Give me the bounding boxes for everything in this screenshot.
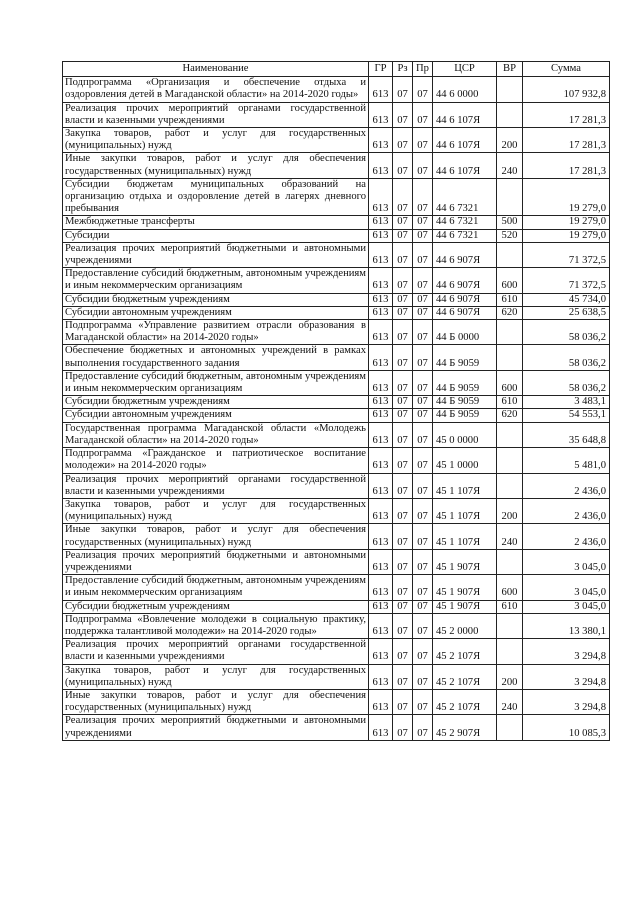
row-sum-cell: 2 436,0 [523, 473, 610, 498]
row-name-cell: Межбюджетные трансферты [63, 216, 369, 229]
table-row [63, 216, 610, 229]
row-rz-cell: 07 [393, 320, 413, 345]
table-row [63, 153, 610, 178]
table-row [63, 715, 610, 740]
row-csr-cell: 44 Б 0000 [433, 320, 497, 345]
row-sum-cell: 58 036,2 [523, 345, 610, 370]
table-row [63, 77, 610, 102]
table-row [63, 178, 610, 216]
row-gr-cell: 613 [369, 409, 393, 422]
row-vr-cell [497, 178, 523, 216]
row-sum-cell: 3 483,1 [523, 396, 610, 409]
row-sum-cell: 13 380,1 [523, 613, 610, 638]
row-name-cell: Реализация прочих мероприятий органами государственной власти и казенными учреждениями [63, 102, 369, 127]
row-sum-cell: 107 932,8 [523, 77, 610, 102]
row-gr-cell: 613 [369, 178, 393, 216]
budget-document [62, 61, 609, 741]
row-gr-cell: 613 [369, 549, 393, 574]
table-row [63, 689, 610, 714]
row-rz-cell: 07 [393, 600, 413, 613]
row-vr-cell: 240 [497, 689, 523, 714]
row-vr-cell: 240 [497, 524, 523, 549]
row-csr-cell: 45 1 107Я [433, 473, 497, 498]
row-rz-cell: 07 [393, 293, 413, 306]
row-sum-cell: 71 372,5 [523, 268, 610, 293]
row-sum-cell: 3 294,8 [523, 689, 610, 714]
row-csr-cell: 44 6 7321 [433, 216, 497, 229]
row-sum-cell: 71 372,5 [523, 242, 610, 267]
row-name-cell: Реализация прочих мероприятий бюджетными и автономными учреждениями [63, 715, 369, 740]
row-gr-cell: 613 [369, 320, 393, 345]
row-pr-cell: 07 [413, 549, 433, 574]
row-vr-cell: 200 [497, 664, 523, 689]
row-name-cell: Иные закупки товаров, работ и услуг для обеспечения государственных (муниципальных) нужд [63, 524, 369, 549]
row-pr-cell: 07 [413, 229, 433, 242]
header-csr: ЦСР [433, 62, 497, 77]
row-vr-cell: 600 [497, 268, 523, 293]
row-pr-cell: 07 [413, 409, 433, 422]
table-row [63, 229, 610, 242]
row-pr-cell: 07 [413, 524, 433, 549]
row-gr-cell: 613 [369, 370, 393, 395]
row-sum-cell: 17 281,3 [523, 128, 610, 153]
row-rz-cell: 07 [393, 613, 413, 638]
row-csr-cell: 45 2 107Я [433, 689, 497, 714]
row-rz-cell: 07 [393, 715, 413, 740]
row-sum-cell: 17 281,3 [523, 153, 610, 178]
header-sum: Сумма [523, 62, 610, 77]
row-rz-cell: 07 [393, 345, 413, 370]
row-sum-cell: 19 279,0 [523, 216, 610, 229]
header-gr: ГР [369, 62, 393, 77]
table-row [63, 268, 610, 293]
table-row [63, 549, 610, 574]
header-vr: ВР [497, 62, 523, 77]
row-rz-cell: 07 [393, 216, 413, 229]
row-pr-cell: 07 [413, 128, 433, 153]
row-vr-cell: 240 [497, 153, 523, 178]
table-row [63, 409, 610, 422]
row-rz-cell: 07 [393, 178, 413, 216]
row-csr-cell: 44 6 107Я [433, 102, 497, 127]
row-vr-cell: 200 [497, 498, 523, 523]
row-vr-cell: 500 [497, 216, 523, 229]
row-gr-cell: 613 [369, 422, 393, 447]
table-row [63, 524, 610, 549]
row-gr-cell: 613 [369, 575, 393, 600]
row-vr-cell: 200 [497, 128, 523, 153]
row-pr-cell: 07 [413, 613, 433, 638]
row-csr-cell: 45 2 0000 [433, 613, 497, 638]
table-row [63, 396, 610, 409]
table-row [63, 345, 610, 370]
row-sum-cell: 3 045,0 [523, 600, 610, 613]
row-pr-cell: 07 [413, 268, 433, 293]
row-pr-cell: 07 [413, 242, 433, 267]
row-gr-cell: 613 [369, 448, 393, 473]
row-csr-cell: 44 6 907Я [433, 293, 497, 306]
row-csr-cell: 45 0 0000 [433, 422, 497, 447]
table-row [63, 498, 610, 523]
row-gr-cell: 613 [369, 345, 393, 370]
row-pr-cell: 07 [413, 216, 433, 229]
row-vr-cell [497, 549, 523, 574]
row-csr-cell: 44 6 0000 [433, 77, 497, 102]
row-csr-cell: 44 Б 9059 [433, 396, 497, 409]
row-gr-cell: 613 [369, 77, 393, 102]
row-gr-cell: 613 [369, 689, 393, 714]
row-csr-cell: 45 1 907Я [433, 600, 497, 613]
row-vr-cell [497, 448, 523, 473]
row-name-cell: Подпрограмма «Вовлечение молодежи в социальную практику, поддержка талантливой молодежи» на 2014-2020 годы» [63, 613, 369, 638]
row-csr-cell: 45 1 0000 [433, 448, 497, 473]
row-name-cell: Субсидии автономным учреждениям [63, 409, 369, 422]
row-gr-cell: 613 [369, 229, 393, 242]
row-sum-cell: 3 045,0 [523, 575, 610, 600]
table-body [63, 77, 610, 741]
row-csr-cell: 44 6 907Я [433, 306, 497, 319]
row-name-cell: Закупка товаров, работ и услуг для государственных (муниципальных) нужд [63, 128, 369, 153]
table-row [63, 306, 610, 319]
row-sum-cell: 5 481,0 [523, 448, 610, 473]
row-rz-cell: 07 [393, 128, 413, 153]
row-rz-cell: 07 [393, 422, 413, 447]
row-csr-cell: 44 Б 9059 [433, 409, 497, 422]
row-rz-cell: 07 [393, 102, 413, 127]
row-name-cell: Подпрограмма «Организация и обеспечение отдыха и оздоровления детей в Магаданской области» на 2014-2020 годы» [63, 77, 369, 102]
row-pr-cell: 07 [413, 293, 433, 306]
row-sum-cell: 58 036,2 [523, 370, 610, 395]
row-pr-cell: 07 [413, 715, 433, 740]
row-sum-cell: 2 436,0 [523, 524, 610, 549]
row-name-cell: Иные закупки товаров, работ и услуг для обеспечения государственных (муниципальных) нужд [63, 689, 369, 714]
row-vr-cell [497, 422, 523, 447]
row-csr-cell: 45 2 107Я [433, 664, 497, 689]
row-name-cell: Реализация прочих мероприятий органами государственной власти и казенными учреждениями [63, 639, 369, 664]
row-gr-cell: 613 [369, 153, 393, 178]
row-rz-cell: 07 [393, 153, 413, 178]
row-rz-cell: 07 [393, 370, 413, 395]
row-name-cell: Субсидии автономным учреждениям [63, 306, 369, 319]
row-pr-cell: 07 [413, 320, 433, 345]
row-rz-cell: 07 [393, 473, 413, 498]
row-vr-cell: 620 [497, 306, 523, 319]
header-name: Наименование [63, 62, 369, 77]
row-vr-cell [497, 613, 523, 638]
row-csr-cell: 44 6 7321 [433, 178, 497, 216]
row-sum-cell: 35 648,8 [523, 422, 610, 447]
row-csr-cell: 44 6 107Я [433, 128, 497, 153]
table-row [63, 370, 610, 395]
row-gr-cell: 613 [369, 128, 393, 153]
row-name-cell: Предоставление субсидий бюджетным, автономным учреждениям и иным некоммерческим организациям [63, 370, 369, 395]
row-sum-cell: 25 638,5 [523, 306, 610, 319]
row-sum-cell: 2 436,0 [523, 498, 610, 523]
row-name-cell: Реализация прочих мероприятий бюджетными и автономными учреждениями [63, 549, 369, 574]
row-pr-cell: 07 [413, 153, 433, 178]
row-gr-cell: 613 [369, 613, 393, 638]
row-rz-cell: 07 [393, 242, 413, 267]
row-csr-cell: 44 6 907Я [433, 242, 497, 267]
row-gr-cell: 613 [369, 306, 393, 319]
row-pr-cell: 07 [413, 422, 433, 447]
row-pr-cell: 07 [413, 345, 433, 370]
row-gr-cell: 613 [369, 242, 393, 267]
row-gr-cell: 613 [369, 396, 393, 409]
row-name-cell: Иные закупки товаров, работ и услуг для обеспечения государственных (муниципальных) нужд [63, 153, 369, 178]
row-csr-cell: 45 2 107Я [433, 639, 497, 664]
table-row [63, 448, 610, 473]
row-sum-cell: 17 281,3 [523, 102, 610, 127]
row-sum-cell: 3 294,8 [523, 664, 610, 689]
row-gr-cell: 613 [369, 293, 393, 306]
row-name-cell: Субсидии бюджетным учреждениям [63, 396, 369, 409]
row-sum-cell: 58 036,2 [523, 320, 610, 345]
row-pr-cell: 07 [413, 639, 433, 664]
row-vr-cell: 610 [497, 600, 523, 613]
row-pr-cell: 07 [413, 473, 433, 498]
row-csr-cell: 44 6 7321 [433, 229, 497, 242]
row-pr-cell: 07 [413, 77, 433, 102]
row-vr-cell: 520 [497, 229, 523, 242]
row-pr-cell: 07 [413, 178, 433, 216]
row-csr-cell: 45 1 907Я [433, 575, 497, 600]
table-row [63, 575, 610, 600]
row-name-cell: Субсидии бюджетным учреждениям [63, 600, 369, 613]
row-pr-cell: 07 [413, 689, 433, 714]
row-csr-cell: 45 1 107Я [433, 498, 497, 523]
header-rz: Рз [393, 62, 413, 77]
row-name-cell: Предоставление субсидий бюджетным, автономным учреждениям и иным некоммерческим организациям [63, 268, 369, 293]
row-csr-cell: 44 Б 9059 [433, 370, 497, 395]
row-vr-cell [497, 345, 523, 370]
row-sum-cell: 45 734,0 [523, 293, 610, 306]
row-vr-cell [497, 242, 523, 267]
row-gr-cell: 613 [369, 473, 393, 498]
table-header-row [63, 62, 610, 77]
table-row [63, 473, 610, 498]
row-rz-cell: 07 [393, 229, 413, 242]
row-name-cell: Подпрограмма «Управление развитием отрасли образования в Магаданской области» на 2014-2020 годы» [63, 320, 369, 345]
row-pr-cell: 07 [413, 600, 433, 613]
row-gr-cell: 613 [369, 715, 393, 740]
row-sum-cell: 19 279,0 [523, 229, 610, 242]
row-rz-cell: 07 [393, 409, 413, 422]
row-vr-cell [497, 320, 523, 345]
row-name-cell: Закупка товаров, работ и услуг для государственных (муниципальных) нужд [63, 664, 369, 689]
row-vr-cell [497, 102, 523, 127]
row-gr-cell: 613 [369, 639, 393, 664]
row-pr-cell: 07 [413, 102, 433, 127]
row-sum-cell: 3 294,8 [523, 639, 610, 664]
row-gr-cell: 613 [369, 664, 393, 689]
row-rz-cell: 07 [393, 664, 413, 689]
row-pr-cell: 07 [413, 306, 433, 319]
row-vr-cell: 610 [497, 293, 523, 306]
table-row [63, 242, 610, 267]
row-name-cell: Обеспечение бюджетных и автономных учреждений в рамках выполнения государственного задания [63, 345, 369, 370]
row-rz-cell: 07 [393, 77, 413, 102]
row-rz-cell: 07 [393, 689, 413, 714]
row-name-cell: Закупка товаров, работ и услуг для государственных (муниципальных) нужд [63, 498, 369, 523]
row-rz-cell: 07 [393, 498, 413, 523]
row-name-cell: Субсидии бюджетам муниципальных образований на организацию отдыха и оздоровление детей в лагерях дневного пребывания [63, 178, 369, 216]
row-rz-cell: 07 [393, 268, 413, 293]
row-gr-cell: 613 [369, 102, 393, 127]
row-name-cell: Реализация прочих мероприятий органами государственной власти и казенными учреждениями [63, 473, 369, 498]
row-gr-cell: 613 [369, 600, 393, 613]
row-rz-cell: 07 [393, 639, 413, 664]
row-name-cell: Предоставление субсидий бюджетным, автономным учреждениям и иным некоммерческим организациям [63, 575, 369, 600]
row-gr-cell: 613 [369, 216, 393, 229]
row-rz-cell: 07 [393, 549, 413, 574]
header-pr: Пр [413, 62, 433, 77]
row-vr-cell: 620 [497, 409, 523, 422]
row-vr-cell: 610 [497, 396, 523, 409]
row-pr-cell: 07 [413, 370, 433, 395]
row-name-cell: Субсидии [63, 229, 369, 242]
row-sum-cell: 10 085,3 [523, 715, 610, 740]
row-csr-cell: 44 6 107Я [433, 153, 497, 178]
row-name-cell: Реализация прочих мероприятий бюджетными и автономными учреждениями [63, 242, 369, 267]
row-pr-cell: 07 [413, 498, 433, 523]
table-row [63, 664, 610, 689]
table-row [63, 102, 610, 127]
row-vr-cell [497, 77, 523, 102]
row-gr-cell: 613 [369, 268, 393, 293]
row-csr-cell: 45 1 107Я [433, 524, 497, 549]
budget-table [62, 61, 610, 741]
table-row [63, 639, 610, 664]
row-rz-cell: 07 [393, 396, 413, 409]
table-row [63, 422, 610, 447]
table-row [63, 600, 610, 613]
table-row [63, 613, 610, 638]
row-vr-cell [497, 473, 523, 498]
row-vr-cell: 600 [497, 370, 523, 395]
row-rz-cell: 07 [393, 524, 413, 549]
row-gr-cell: 613 [369, 498, 393, 523]
table-row [63, 128, 610, 153]
row-sum-cell: 19 279,0 [523, 178, 610, 216]
row-csr-cell: 44 Б 9059 [433, 345, 497, 370]
row-pr-cell: 07 [413, 575, 433, 600]
table-row [63, 320, 610, 345]
row-rz-cell: 07 [393, 306, 413, 319]
row-vr-cell [497, 639, 523, 664]
row-csr-cell: 45 1 907Я [433, 549, 497, 574]
row-vr-cell [497, 715, 523, 740]
row-name-cell: Государственная программа Магаданской области «Молодежь Магаданской области» на 2014-2020 годы» [63, 422, 369, 447]
row-vr-cell: 600 [497, 575, 523, 600]
row-name-cell: Субсидии бюджетным учреждениям [63, 293, 369, 306]
row-rz-cell: 07 [393, 448, 413, 473]
table-row [63, 293, 610, 306]
row-pr-cell: 07 [413, 664, 433, 689]
row-csr-cell: 44 6 907Я [433, 268, 497, 293]
row-sum-cell: 54 553,1 [523, 409, 610, 422]
row-name-cell: Подпрограмма «Гражданское и патриотическое воспитание молодежи» на 2014-2020 годы» [63, 448, 369, 473]
row-csr-cell: 45 2 907Я [433, 715, 497, 740]
row-sum-cell: 3 045,0 [523, 549, 610, 574]
row-pr-cell: 07 [413, 448, 433, 473]
row-pr-cell: 07 [413, 396, 433, 409]
row-rz-cell: 07 [393, 575, 413, 600]
row-gr-cell: 613 [369, 524, 393, 549]
